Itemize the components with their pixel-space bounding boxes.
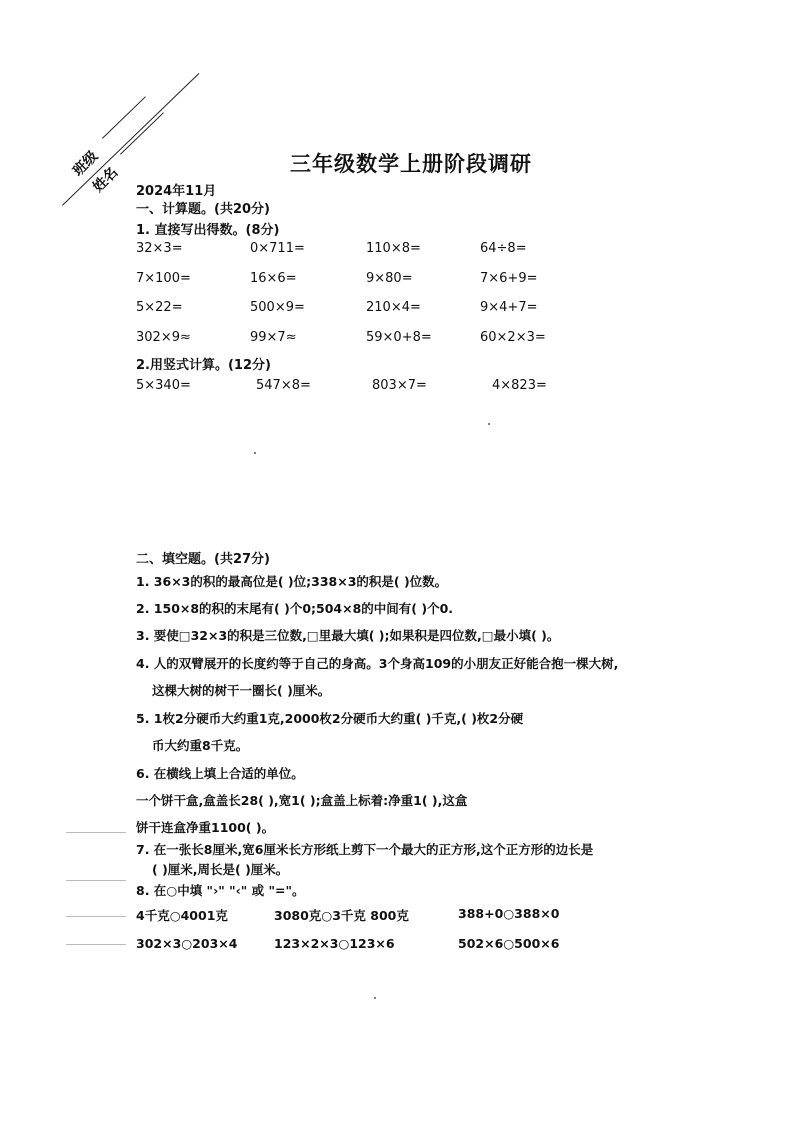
calc-item: 99×7≈ xyxy=(250,330,297,345)
scan-speck xyxy=(254,452,256,454)
calc-item: 5×22= xyxy=(136,300,183,315)
fill-blank-line: 8. 在○中填 "›" "‹" 或 "="。 xyxy=(136,883,305,898)
vertical-calc-item: 4×823= xyxy=(492,378,547,393)
fill-blank-line: 3. 要使□32×3的积是三位数,□里最大填( );如果积是四位数,□最小填( )。 xyxy=(136,628,560,643)
class-label: 班级 xyxy=(70,148,102,180)
calc-item: 110×8= xyxy=(366,241,421,256)
margin-mark xyxy=(66,944,126,945)
name-label: 姓名 xyxy=(90,164,122,196)
fill-blank-line: ( )厘米,周长是( )厘米。 xyxy=(152,862,289,877)
margin-mark xyxy=(66,916,126,917)
calc-item: 32×3= xyxy=(136,241,183,256)
fill-blank-line: 4. 人的双臂展开的长度约等于自己的身高。3个身高109的小朋友正好能合抱一棵大树, xyxy=(136,656,619,671)
fill-blank-line: 这棵大树的树干一圈长( )厘米。 xyxy=(152,683,331,698)
page-title: 三年级数学上册阶段调研 xyxy=(290,152,532,176)
section2-heading: 二、填空题。(共27分) xyxy=(136,552,270,567)
q1-label: 1. 直接写出得数。(8分) xyxy=(136,223,280,238)
section1-heading: 一、计算题。(共20分) xyxy=(136,202,270,217)
calc-item: 302×9≈ xyxy=(136,330,191,345)
calc-item: 9×80= xyxy=(366,271,413,286)
calc-item: 59×0+8= xyxy=(366,330,432,345)
compare-item: 302×3○203×4 xyxy=(136,936,238,951)
calc-item: 64÷8= xyxy=(480,241,527,256)
compare-item: 388+0○388×0 xyxy=(458,906,560,921)
calc-item: 9×4+7= xyxy=(480,300,538,315)
calc-item: 500×9= xyxy=(250,300,305,315)
calc-item: 16×6= xyxy=(250,271,297,286)
fill-blank-line: 饼干连盒净重1100( )。 xyxy=(136,820,275,835)
fill-blank-line: 一个饼干盒,盒盖长28( ),宽1( );盒盖上标着:净重1( ),这盒 xyxy=(136,793,468,808)
calc-item: 0×711= xyxy=(250,241,305,256)
vertical-calc-item: 803×7= xyxy=(372,378,427,393)
vertical-calc-item: 547×8= xyxy=(256,378,311,393)
calc-item: 60×2×3= xyxy=(480,330,546,345)
fill-blank-line: 6. 在横线上填上合适的单位。 xyxy=(136,766,304,781)
stamp-line-class xyxy=(102,96,146,139)
compare-item: 3080克○3千克 800克 xyxy=(274,908,409,923)
scan-speck xyxy=(374,997,376,999)
compare-item: 123×2×3○123×6 xyxy=(274,936,395,951)
fill-blank-line: 5. 1枚2分硬币大约重1克,2000枚2分硬币大约重( )千克,( )枚2分硬 xyxy=(136,711,524,726)
calc-item: 7×6+9= xyxy=(480,271,538,286)
compare-item: 4千克○4001克 xyxy=(136,908,228,923)
exam-date: 2024年11月 xyxy=(136,184,217,199)
fill-blank-line: 币大约重8千克。 xyxy=(152,738,249,753)
calc-item: 210×4= xyxy=(366,300,421,315)
q2-label: 2.用竖式计算。(12分) xyxy=(136,358,271,373)
stamp-line-name xyxy=(120,112,164,155)
scan-speck xyxy=(488,423,490,425)
compare-item: 502×6○500×6 xyxy=(458,936,560,951)
vertical-calc-item: 5×340= xyxy=(136,378,191,393)
calc-item: 7×100= xyxy=(136,271,191,286)
margin-mark xyxy=(66,880,126,881)
fill-blank-line: 2. 150×8的积的末尾有( )个0;504×8的中间有( )个0. xyxy=(136,601,454,616)
fill-blank-line: 1. 36×3的积的最高位是( )位;338×3的积是( )位数。 xyxy=(136,574,448,589)
fill-blank-line: 7. 在一张长8厘米,宽6厘米长方形纸上剪下一个最大的正方形,这个正方形的边长是 xyxy=(136,842,594,857)
margin-mark xyxy=(66,832,126,833)
